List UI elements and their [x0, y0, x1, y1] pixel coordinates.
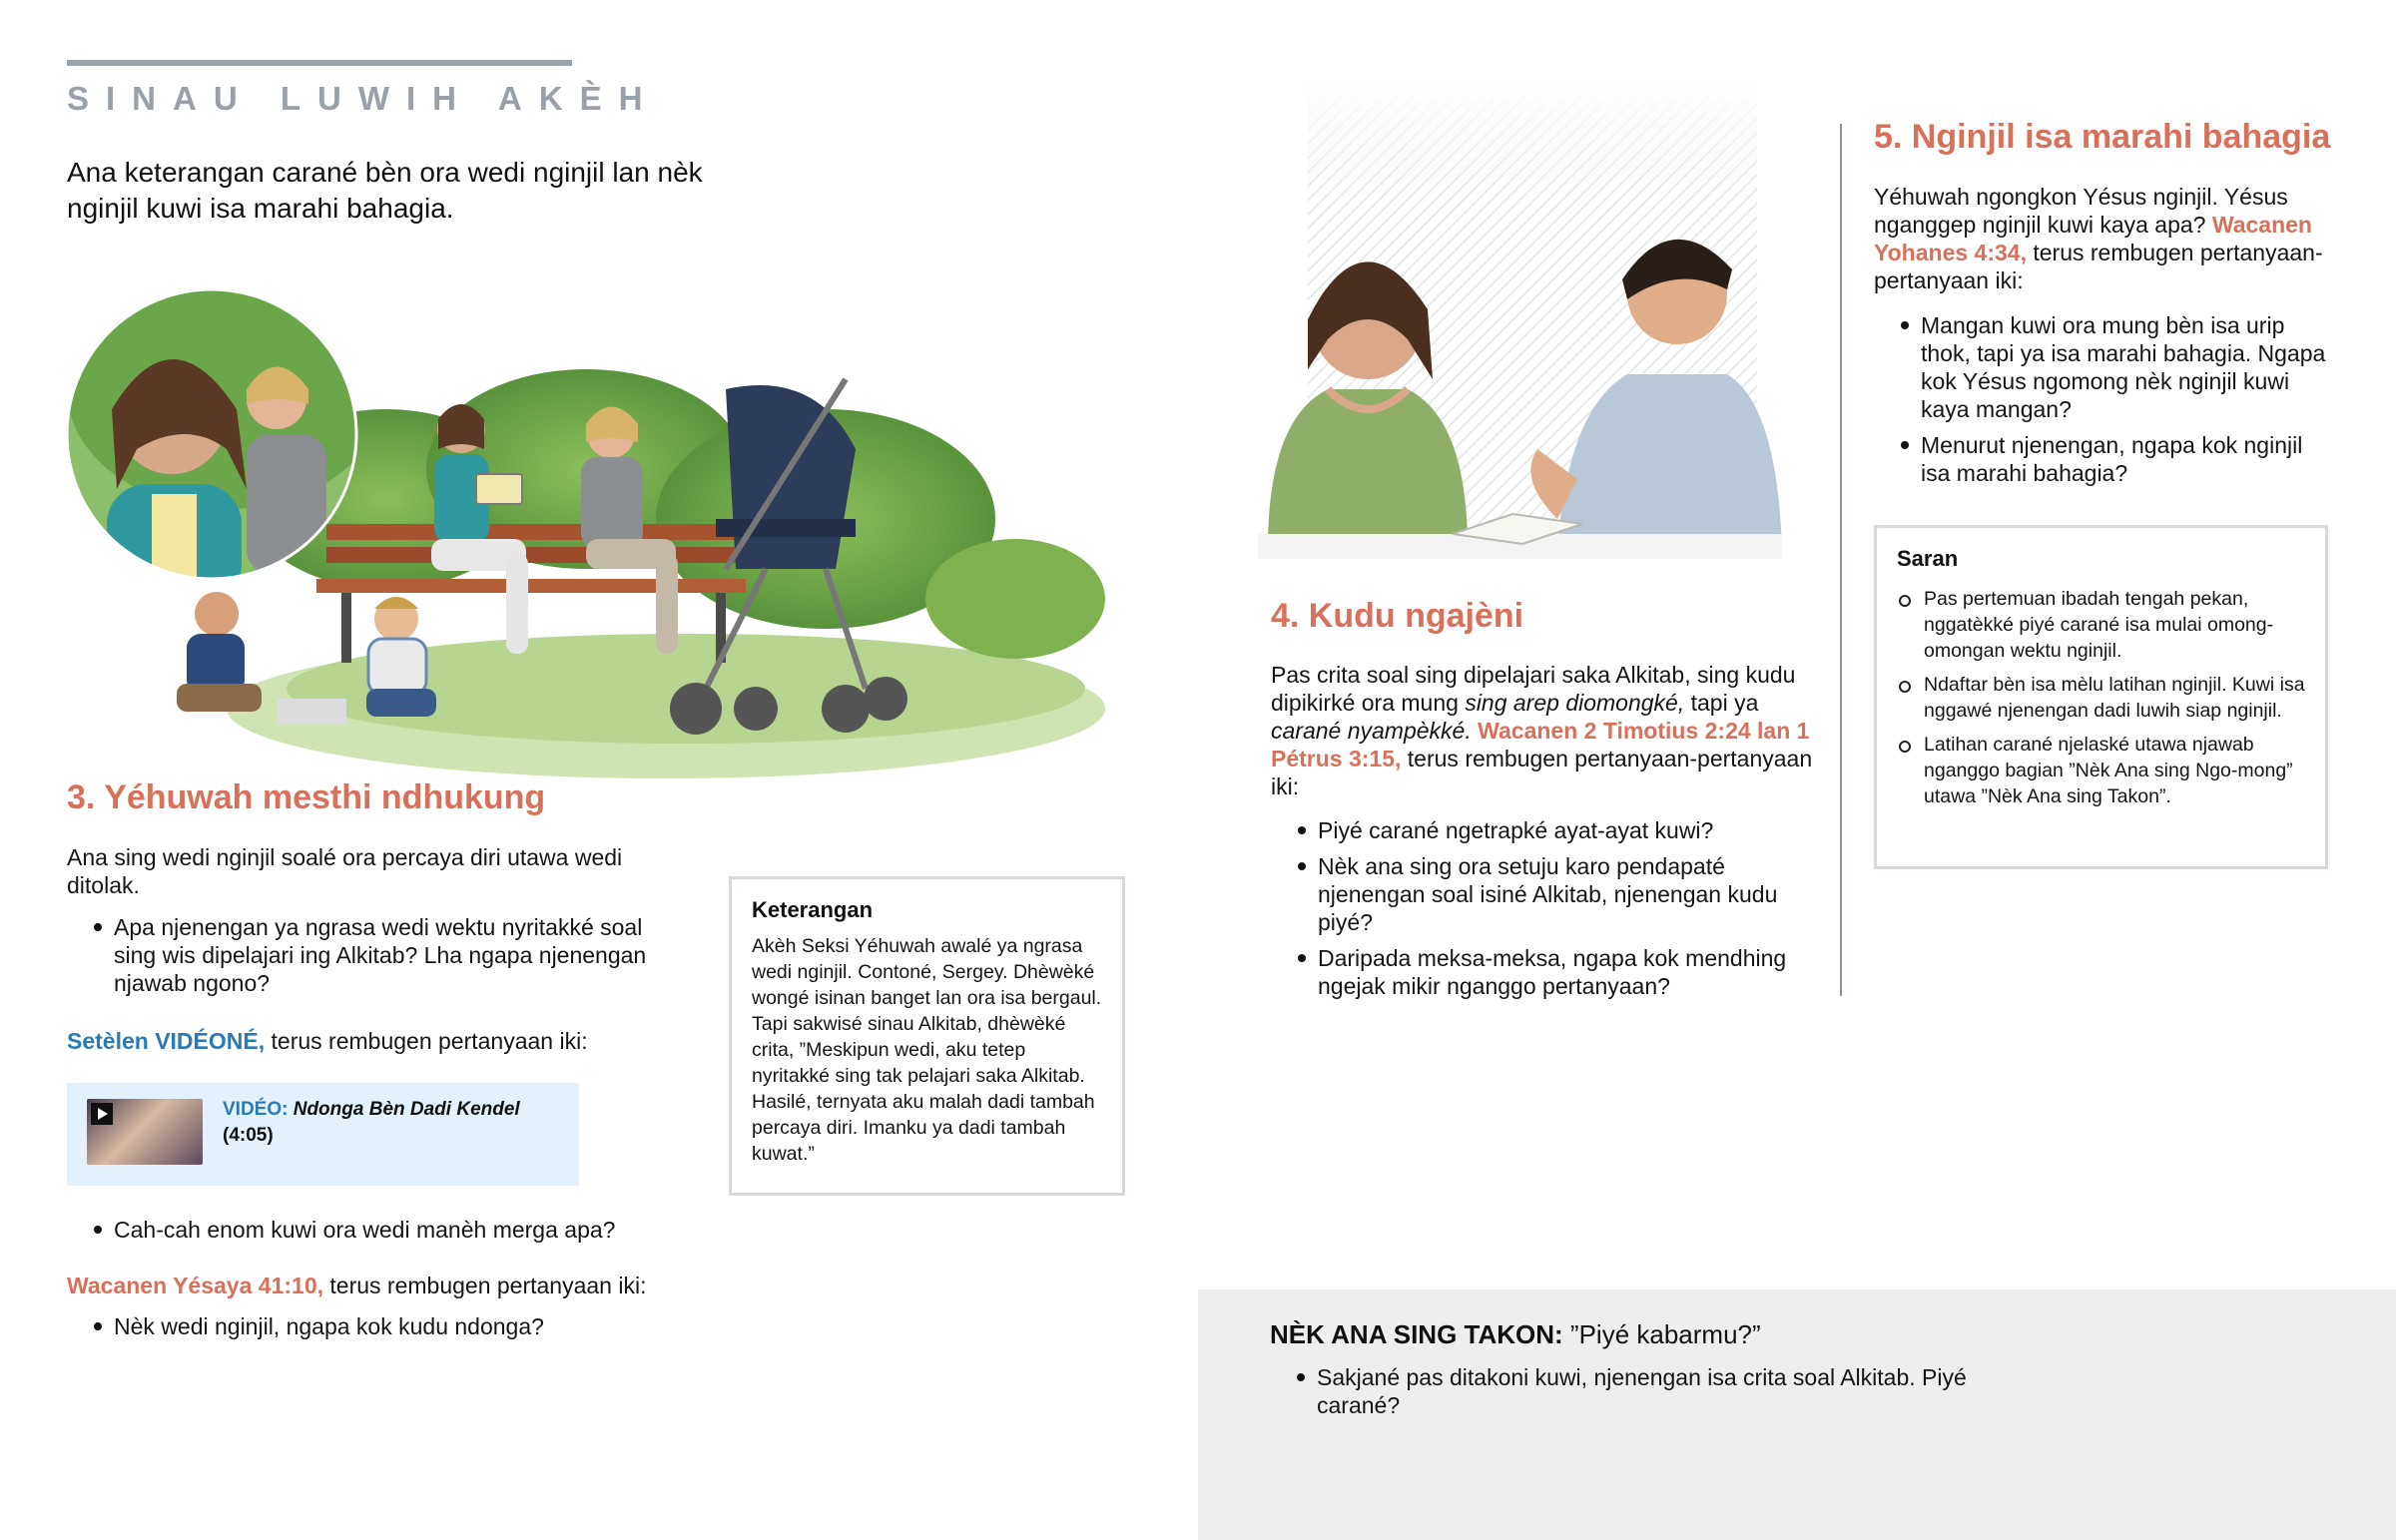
instruction-text: terus rembugen pertanyaan iki:: [323, 1273, 647, 1298]
video-card[interactable]: [67, 1083, 579, 1186]
section-3-title: 3. Yéhuwah mesthi ndhukung: [67, 778, 546, 816]
section-kicker: SINAU LUWIH AKÈH: [67, 80, 660, 117]
study-illustration: [1258, 80, 1782, 559]
column-divider: [1840, 124, 1842, 996]
intro-text: Ana keterangan carané bèn ora wedi nginjil lan nèk nginjil kuwi isa marahi bahagia.: [67, 157, 703, 224]
keterangan-title: Keterangan: [752, 897, 874, 922]
instruction-text: terus rembugen pertanyaan iki:: [265, 1028, 588, 1054]
video-tag: VIDÉO:: [223, 1099, 289, 1120]
park-illustration: [67, 269, 1105, 788]
bottom-title-quote: ”Piyé kabarmu?”: [1562, 1319, 1761, 1349]
section-5-question-list: [1874, 311, 2333, 495]
section-5-text: [1874, 183, 2353, 294]
section-3-video-questions: [67, 1216, 686, 1252]
scripture-link[interactable]: Wacanen 2 Timotius 2:24 lan 1 Pétrus 3:15,: [1271, 718, 1810, 771]
list-item: Apa njenengan ya ngrasa wedi wektu nyritakké soal sing wis dipelajari ing Alkitab? Lha ngapa njenengan njawab ngono?: [67, 913, 686, 997]
video-duration: (4:05): [223, 1125, 274, 1146]
bottom-panel: [1198, 1289, 2396, 1540]
keterangan-text: Akèh Seksi Yéhuwah awalé ya ngrasa wedi nginjil. Contoné, Sergey. Dhèwèké wongé isinan banget lan ora isa bergaul. Tapi sakwisé sinau Alkitab, dhèwèké crita, ”Meskipun wedi, aku tetep nyritakké sing tak pelajari saka Alkitab. Hasilé, ternyata aku malah dadi tambah percaya diri. Imanku ya dadi tambah kuwat.”: [752, 935, 1102, 1165]
section-3-text: Ana sing wedi nginjil soalé ora percaya diri utawa wedi ditolak.: [67, 844, 623, 898]
scripture-link[interactable]: Wacanen Yohanes 4:34,: [1874, 212, 2312, 265]
saran-box: [1874, 525, 2328, 869]
section-4-title: 4. Kudu ngajèni: [1271, 597, 1524, 635]
list-item: Pas pertemuan ibadah tengah pekan, nggatèkké piyé carané isa mulai omong-omongan wektu nginjil.: [1897, 586, 2305, 664]
header-rule: [67, 60, 572, 66]
list-item: Latihan carané njelaské utawa njawab nganggo bagian ”Nèk Ana sing Ngo-mong” utawa ”Nèk Ana sing Takon”.: [1897, 732, 2305, 809]
text-part: tapi ya: [1684, 690, 1759, 716]
read-instruction: [67, 1272, 686, 1299]
text-part: Pas crita soal sing dipelajari saka Alkitab, sing kudu dipikirké ora mung: [1271, 662, 1796, 716]
bottom-title: [1270, 1319, 1761, 1350]
play-icon[interactable]: [91, 1103, 113, 1125]
list-item: Cah-cah enom kuwi ora wedi manèh merga apa?: [67, 1216, 686, 1244]
saran-title: Saran: [1897, 546, 1959, 571]
list-item: Daripada meksa-meksa, ngapa kok mendhing ngejak mikir nganggo pertanyaan?: [1271, 944, 1815, 1000]
section-3-read-questions: [67, 1312, 686, 1348]
list-item: Ndaftar bèn isa mèlu latihan nginjil. Kuwi isa nggawé njenengan dadi luwih siap nginjil.: [1897, 672, 2305, 724]
scripture-link[interactable]: Wacanen Yésaya 41:10,: [67, 1273, 323, 1298]
list-item: Mangan kuwi ora mung bèn isa urip thok, tapi ya isa marahi bahagia. Ngapa kok Yésus ngomong nèk nginjil kuwi kaya mangan?: [1874, 311, 2333, 423]
list-item: Menurut njenengan, ngapa kok nginjil isa marahi bahagia?: [1874, 431, 2333, 487]
list-item: Nèk ana sing ora setuju karo pendapaté njenengan soal isiné Alkitab, njenengan kudu piyé?: [1271, 852, 1815, 936]
text-part: Yéhuwah ngongkon Yésus nginjil. Yésus nganggep nginjil kuwi kaya apa?: [1874, 184, 2288, 238]
text-part: terus rembugen pertanyaan-pertanyaan iki:: [1874, 240, 2323, 293]
saran-list: [1897, 586, 2305, 809]
video-instruction: [67, 1027, 686, 1055]
bottom-list: [1270, 1363, 1969, 1427]
text-part: terus rembugen pertanyaan-pertanyaan iki:: [1271, 746, 1813, 799]
keterangan-box: [729, 876, 1125, 1196]
bottom-title-strong: NÈK ANA SING TAKON:: [1270, 1319, 1563, 1349]
section-5-title: 5. Nginjil isa marahi bahagia: [1874, 118, 2331, 156]
section-3-question-list: [67, 913, 686, 1005]
list-item: Sakjané pas ditakoni kuwi, njenengan isa crita soal Alkitab. Piyé carané?: [1270, 1363, 1969, 1419]
video-title[interactable]: Ndonga Bèn Dadi Kendel: [293, 1099, 520, 1120]
section-4-question-list: [1271, 816, 1815, 1008]
video-link[interactable]: Setèlen VIDÉONÉ,: [67, 1028, 266, 1054]
list-item: Piyé carané ngetrapké ayat-ayat kuwi?: [1271, 816, 1815, 844]
text-italic: sing arep diomongké,: [1465, 690, 1685, 716]
video-label: [223, 1097, 520, 1149]
list-item: Nèk wedi nginjil, ngapa kok kudu ndonga?: [67, 1312, 686, 1340]
video-thumbnail[interactable]: [87, 1099, 203, 1165]
section-4-text: [1271, 661, 1815, 800]
text-italic: carané nyampèkké.: [1271, 718, 1472, 744]
